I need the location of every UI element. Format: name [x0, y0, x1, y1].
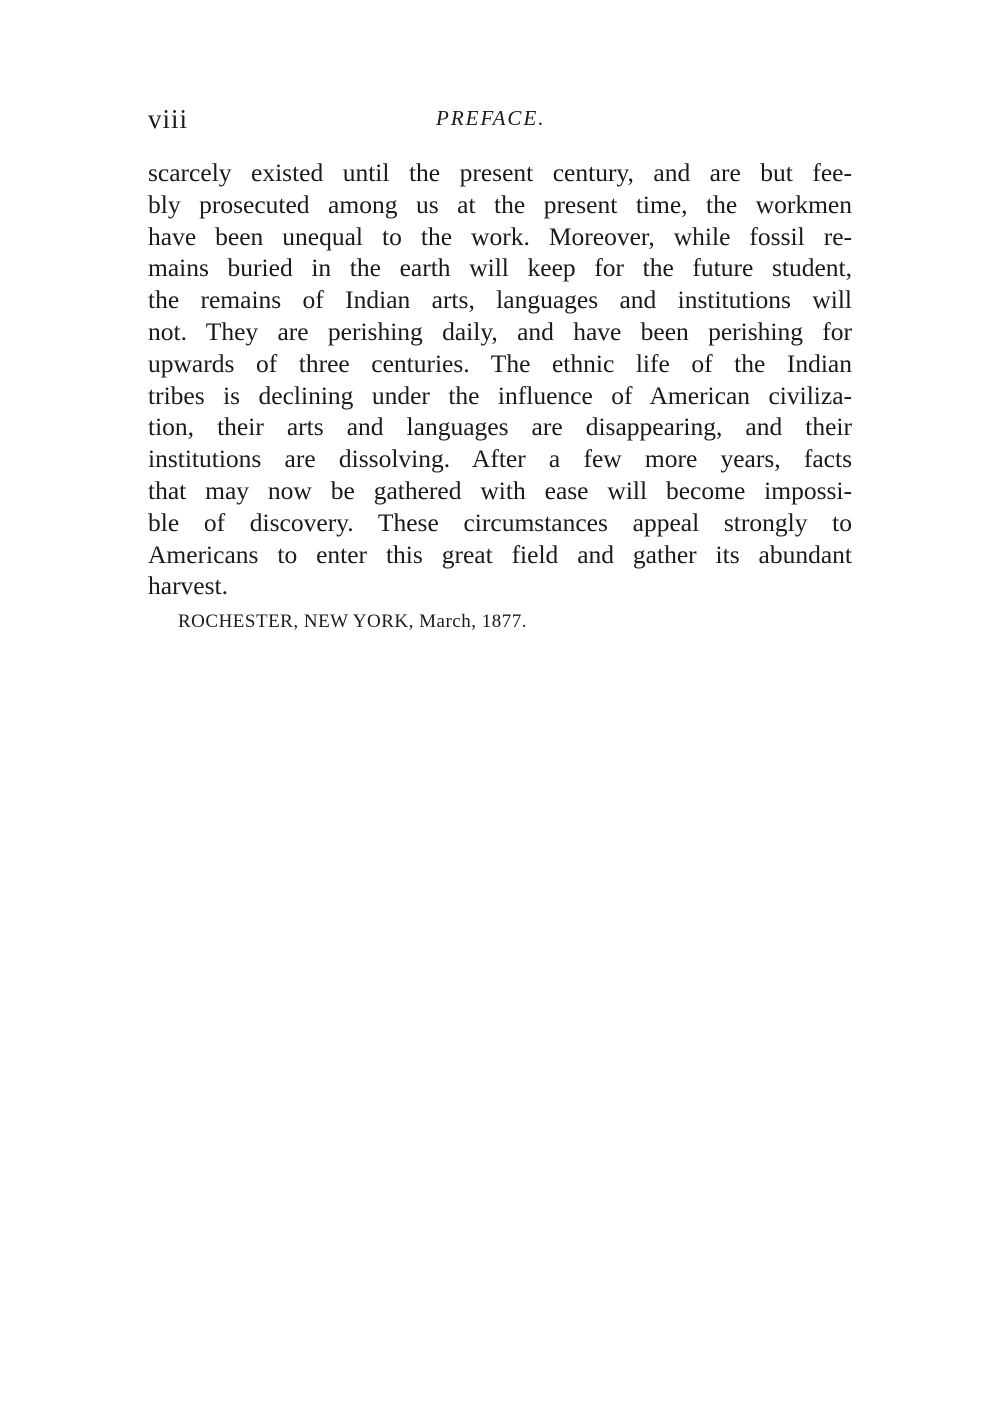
text-line: scarcely existed until the present century, and are but fee-: [148, 158, 852, 187]
text-line: institutions are dissolving. After a few more years, facts: [148, 444, 852, 474]
text-line: harvest.: [148, 571, 229, 601]
text-line: tribes is declining under the influence of American civiliza-: [148, 380, 852, 410]
text-line: that may now be gathered with ease will become impossi-: [148, 475, 852, 505]
text-line: the remains of Indian arts, languages and institutions will: [148, 285, 852, 315]
text-line: bly prosecuted among us at the present time, the workmen: [148, 189, 852, 219]
place-date-signature: ROCHESTER, NEW YORK, March, 1877.: [178, 611, 527, 632]
text-line: Americans to enter this great field and gather its abundant: [148, 539, 852, 569]
body-paragraph: [148, 157, 852, 602]
text-line: tion, their arts and languages are disappearing, and their: [148, 412, 852, 442]
text-line: upwards of three centuries. The ethnic life of the Indian: [148, 348, 852, 378]
text-line: ble of discovery. These circumstances appeal strongly to: [148, 507, 852, 537]
text-line: mains buried in the earth will keep for the future student,: [148, 253, 852, 283]
running-head: PREFACE.: [436, 106, 546, 130]
text-line: have been unequal to the work. Moreover, while fossil re-: [148, 221, 852, 251]
text-line: not. They are perishing daily, and have been perishing for: [148, 316, 852, 346]
page-number: viii: [148, 104, 189, 134]
